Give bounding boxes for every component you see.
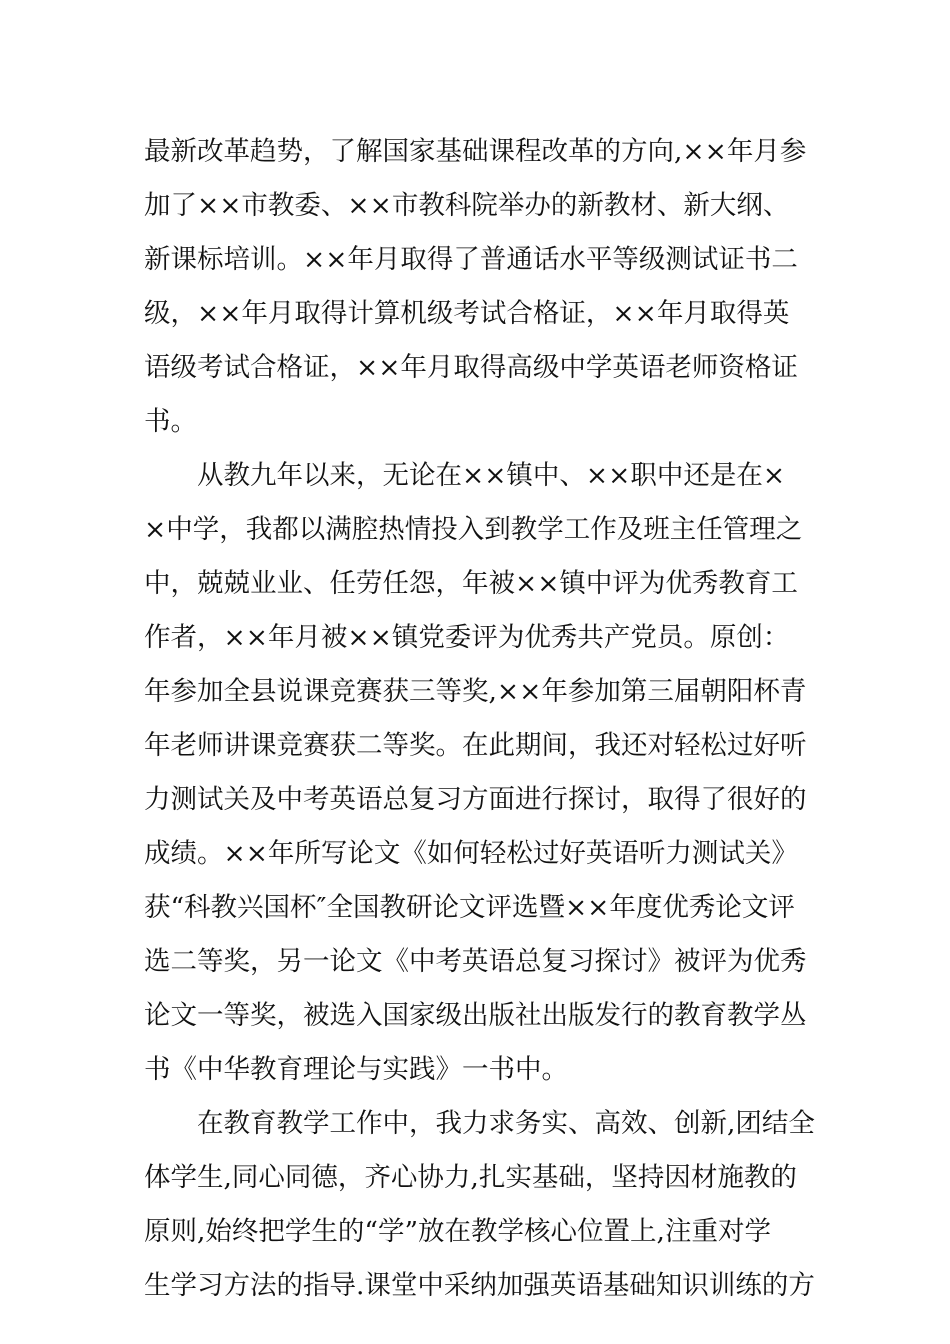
paragraph-1 [144, 125, 814, 449]
text-line: 语级考试合格证，××年月取得高级中学英语老师资格证 [144, 352, 798, 383]
text-line: 最新改革趋势，了解国家基础课程改革的方向,××年月参 [144, 136, 807, 167]
text-line: ×中学，我都以满腔热情投入到教学工作及班主任管理之 [144, 514, 803, 545]
text-line: 年参加全县说课竞赛获三等奖,××年参加第三届朝阳杯青 [144, 676, 807, 707]
text-line: 年老师讲课竞赛获二等奖。在此期间，我还对轻松过好听 [144, 730, 807, 761]
text-line: 生学习方法的指导.课堂中采纳加强英语基础知识训练的方 [144, 1270, 815, 1301]
text-line: 从教九年以来，无论在××镇中、××职中还是在× [197, 460, 786, 491]
text-line: 新课标培训。××年月取得了普通话水平等级测试证书二 [144, 244, 798, 275]
text-line: 在教育教学工作中，我力求务实、高效、创新,团结全 [197, 1108, 815, 1139]
text-line: 选二等奖，另一论文《中考英语总复习探讨》被评为优秀 [144, 946, 807, 977]
text-line: 力测试关及中考英语总复习方面进行探讨，取得了很好的 [144, 784, 807, 815]
text-line: 原则,始终把学生的“学”放在教学核心位置上,注重对学 [144, 1216, 771, 1247]
text-line: 论文一等奖，被选入国家级出版社出版发行的教育教学丛 [144, 1000, 807, 1031]
text-line: 书。 [144, 406, 197, 437]
text-line: 中，兢兢业业、任劳任怨，年被××镇中评为优秀教育工 [144, 568, 798, 599]
paragraph-3 [144, 1097, 814, 1313]
text-line: 成绩。××年所写论文《如何轻松过好英语听力测试关》 [144, 838, 798, 869]
text-line: 作者，××年月被××镇党委评为优秀共产党员。原创： [144, 622, 790, 653]
text-line: 获“科教兴国杯″全国教研论文评选暨××年度优秀论文评 [144, 892, 795, 923]
paragraph-2 [144, 449, 814, 1097]
text-line: 加了××市教委、××市教科院举办的新教材、新大纲、 [144, 190, 790, 221]
text-line: 书《中华教育理论与实践》一书中。 [144, 1054, 568, 1085]
text-line: 体学生,同心同德，齐心协力,扎实基础，坚持因材施教的 [144, 1162, 797, 1193]
text-line: 级，××年月取得计算机级考试合格证，××年月取得英 [144, 298, 790, 329]
document-body [144, 125, 814, 1313]
